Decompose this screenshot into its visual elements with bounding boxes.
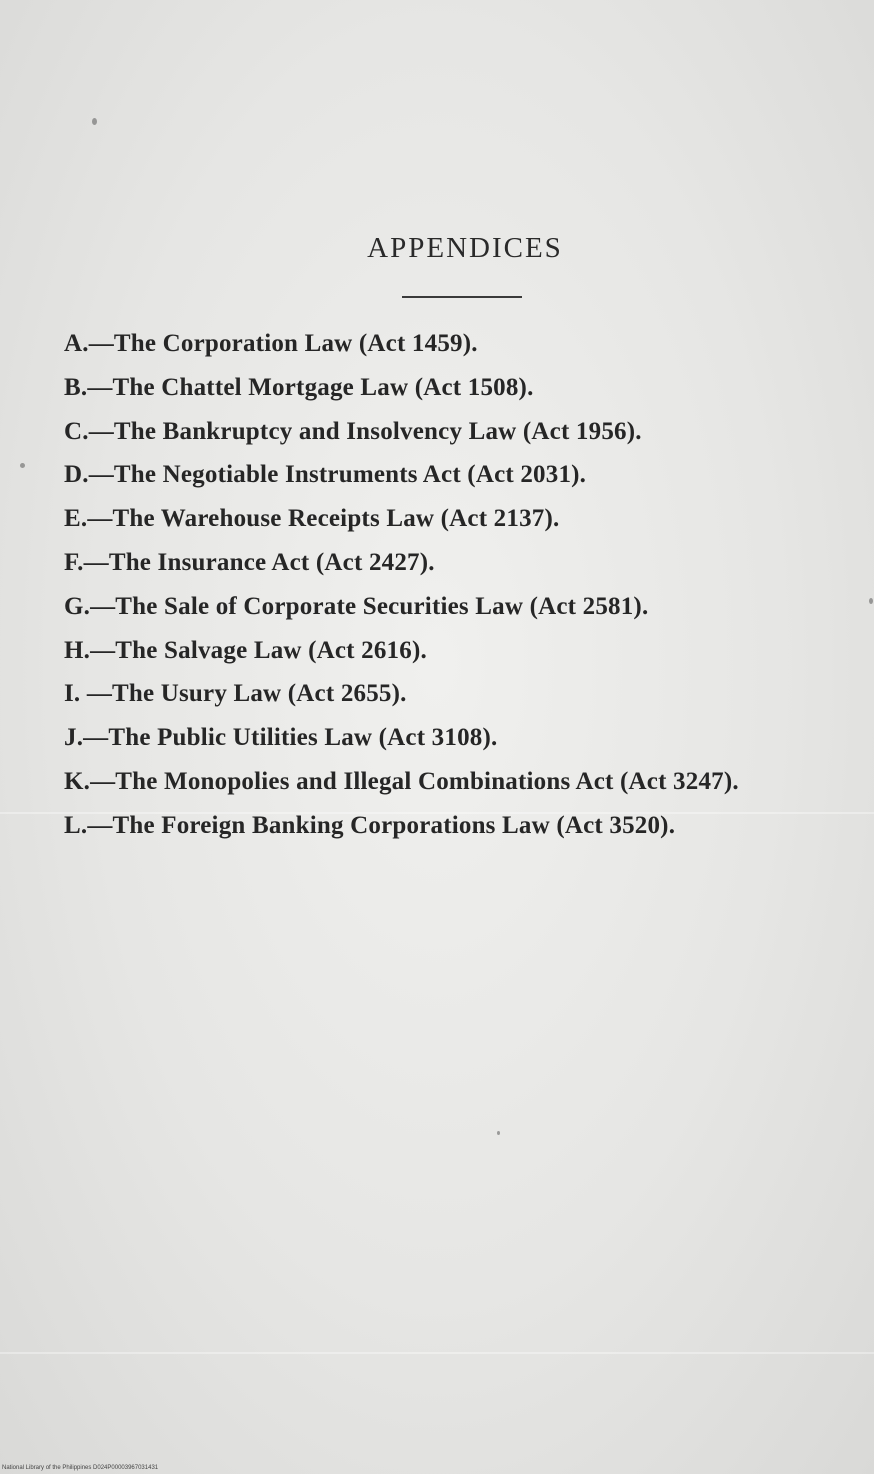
dust-speck	[497, 1131, 500, 1135]
dust-speck	[92, 118, 97, 125]
appendix-item-b: B.—The Chattel Mortgage Law (Act 1508).	[64, 373, 534, 401]
library-footer: National Library of the Philippines D024P00003967031431	[2, 1465, 159, 1471]
appendix-item-i: I. —The Usury Law (Act 2655).	[64, 680, 407, 708]
title-rule	[402, 296, 522, 298]
appendix-item-d: D.—The Negotiable Instruments Act (Act 2031).	[64, 461, 587, 489]
appendix-item-k: K.—The Monopolies and Illegal Combinations Act (Act 3247).	[64, 767, 739, 795]
appendix-item-j: J.—The Public Utilities Law (Act 3108).	[64, 724, 498, 752]
appendix-item-a: A.—The Corporation Law (Act 1459).	[64, 330, 478, 357]
dust-speck	[869, 598, 873, 604]
appendix-list	[64, 322, 864, 848]
dust-speck	[20, 463, 25, 468]
page-title: APPENDICES	[367, 232, 563, 264]
appendix-item-f: F.—The Insurance Act (Act 2427).	[64, 548, 435, 576]
appendix-item-l: L.—The Foreign Banking Corporations Law (Act 3520).	[64, 811, 676, 839]
appendix-item-e: E.—The Warehouse Receipts Law (Act 2137).	[64, 505, 560, 533]
appendix-item-g: G.—The Sale of Corporate Securities Law (Act 2581).	[64, 592, 649, 620]
appendix-item-c: C.—The Bankruptcy and Insolvency Law (Act 1956).	[64, 417, 642, 445]
appendix-item-h: H.—The Salvage Law (Act 2616).	[64, 636, 427, 664]
scan-artifact-line	[0, 1352, 874, 1354]
